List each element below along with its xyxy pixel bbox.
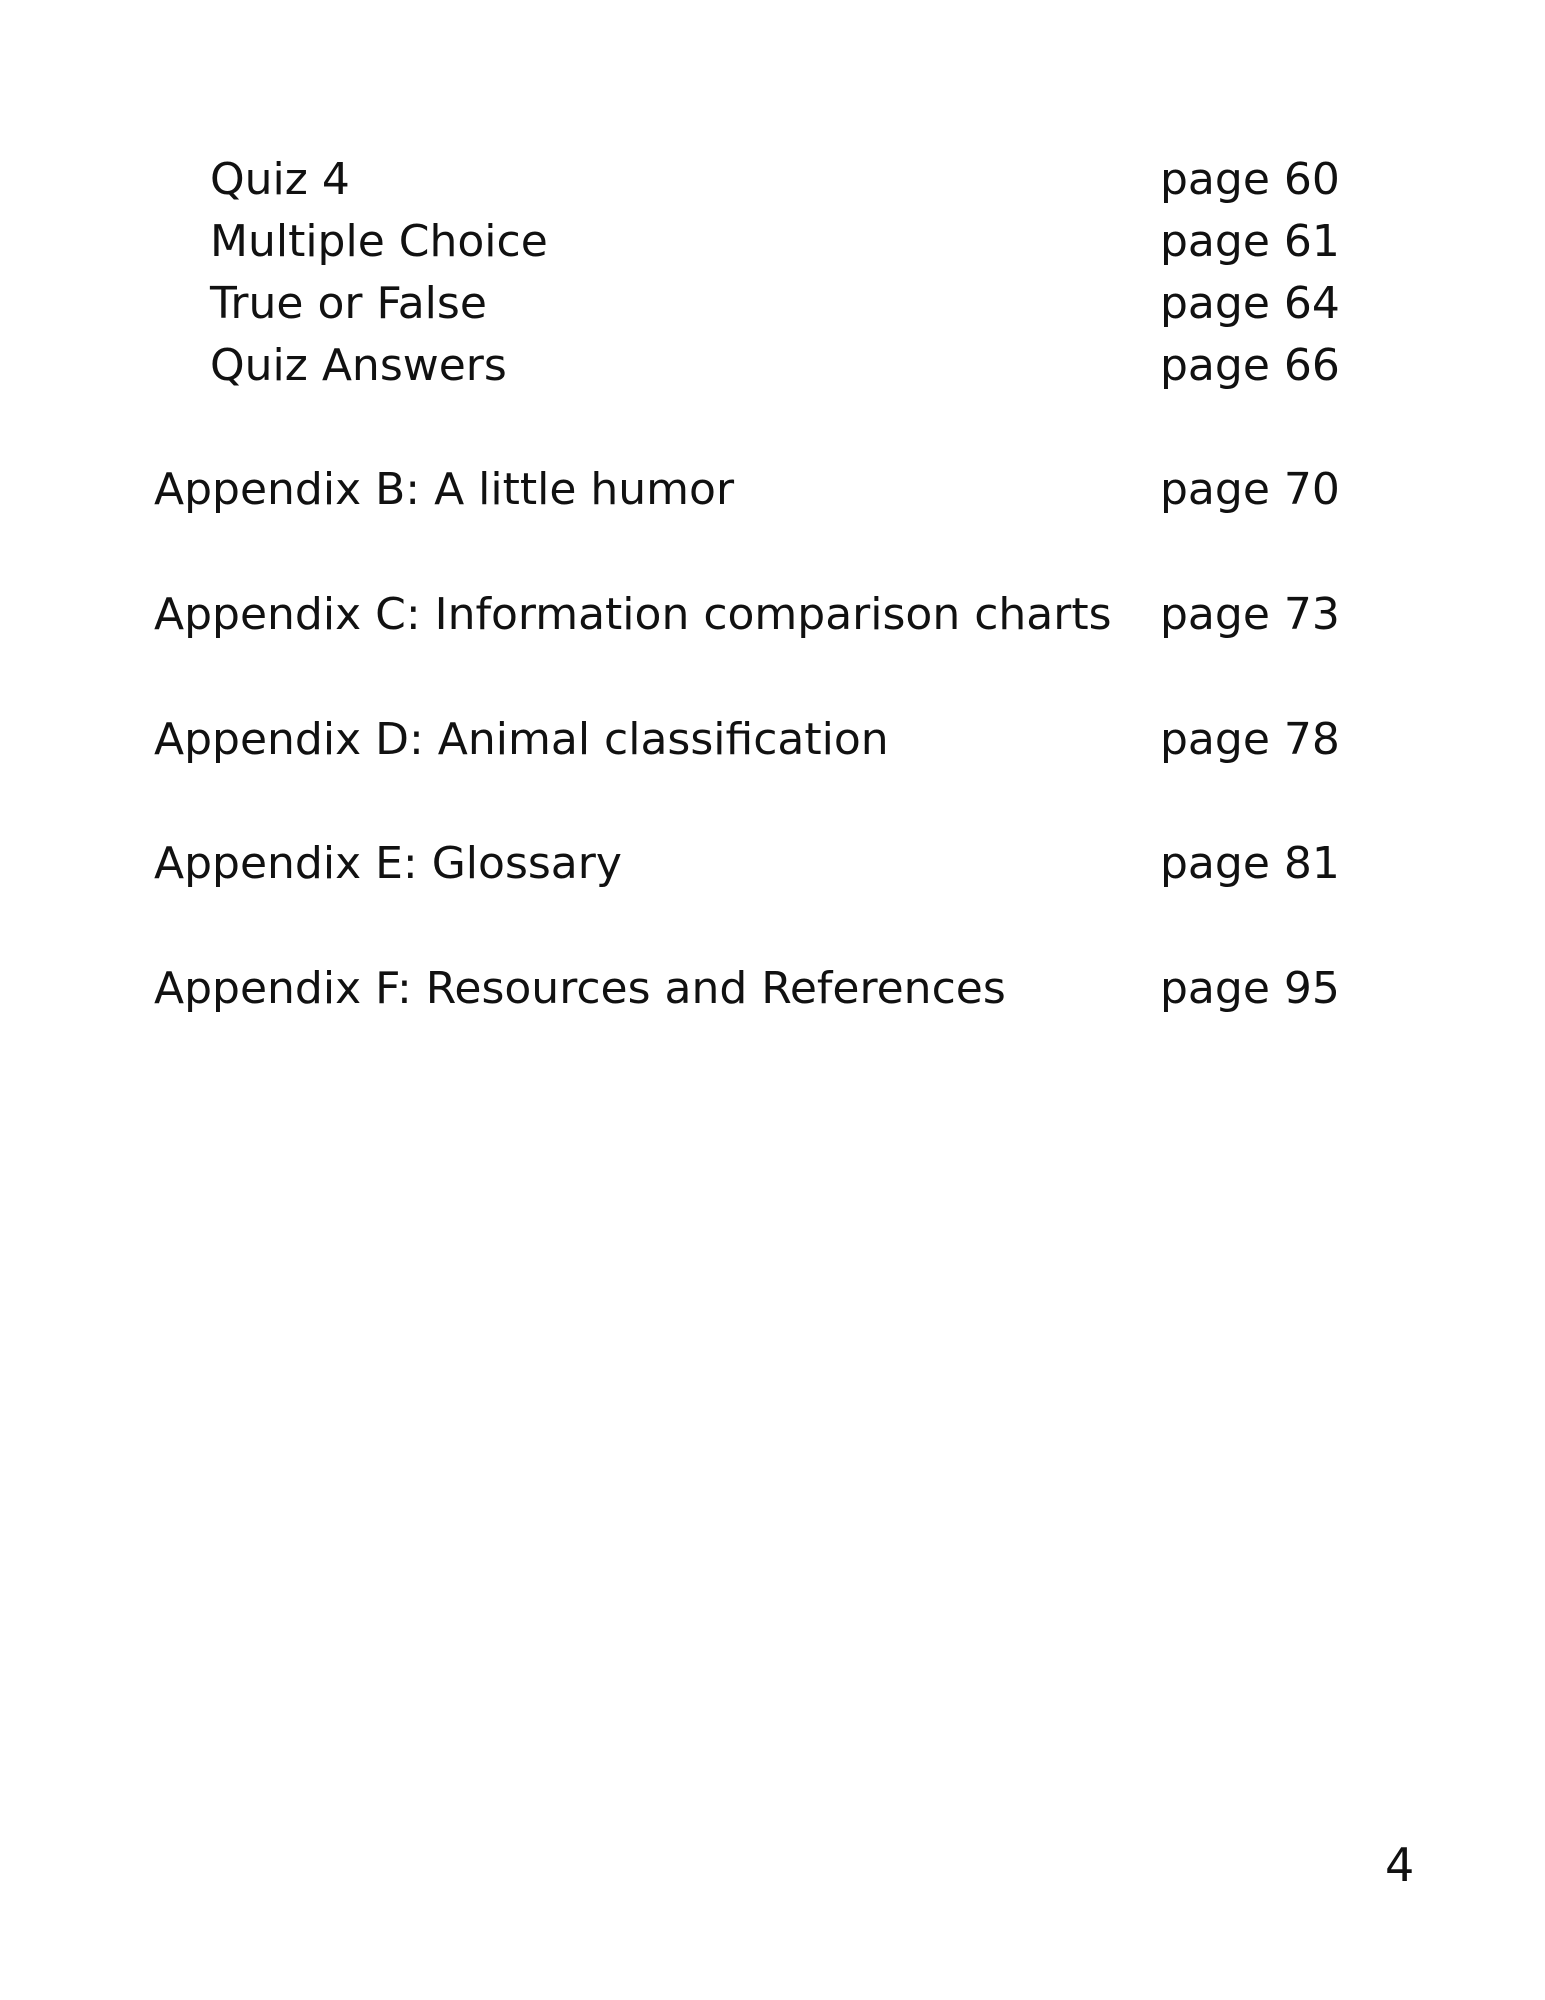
toc-entry-page: page 95: [1160, 963, 1340, 1014]
toc-entry-page: page 64: [1160, 278, 1340, 329]
toc-entry-quiz-answers[interactable]: [0, 336, 1545, 396]
toc-entry-appendix-f[interactable]: [0, 959, 1545, 1019]
toc-entry-page: page 81: [1160, 838, 1340, 889]
toc-entry-title: Quiz 4: [210, 154, 350, 205]
toc-entry-page: page 70: [1160, 464, 1340, 515]
toc-entry-page: page 60: [1160, 154, 1340, 205]
page-number: 4: [1385, 1838, 1415, 1892]
toc-entry-title: Quiz Answers: [210, 340, 507, 391]
toc-entry-appendix-c[interactable]: [0, 585, 1545, 645]
toc-entry-title: True or False: [210, 278, 487, 329]
toc-entry-page: page 66: [1160, 340, 1340, 391]
toc-entry-page: page 61: [1160, 216, 1340, 267]
toc-entry-appendix-b[interactable]: [0, 460, 1545, 520]
toc-entry-appendix-d[interactable]: [0, 710, 1545, 770]
toc-entry-title: Appendix F: Resources and References: [154, 963, 1006, 1014]
toc-entry-multiple-choice[interactable]: [0, 212, 1545, 272]
toc-entry-title: Multiple Choice: [210, 216, 548, 267]
toc-entry-title: Appendix E: Glossary: [154, 838, 622, 889]
toc-entry-title: Appendix D: Animal classification: [154, 714, 889, 765]
toc-entry-page: page 78: [1160, 714, 1340, 765]
toc-entry-title: Appendix C: Information comparison charts: [154, 589, 1112, 640]
toc-entry-quiz-4[interactable]: [0, 150, 1545, 210]
toc-entry-title: Appendix B: A little humor: [154, 464, 735, 515]
toc-entry-page: page 73: [1160, 589, 1340, 640]
toc-entry-appendix-e[interactable]: [0, 834, 1545, 894]
toc-entry-true-or-false[interactable]: [0, 274, 1545, 334]
